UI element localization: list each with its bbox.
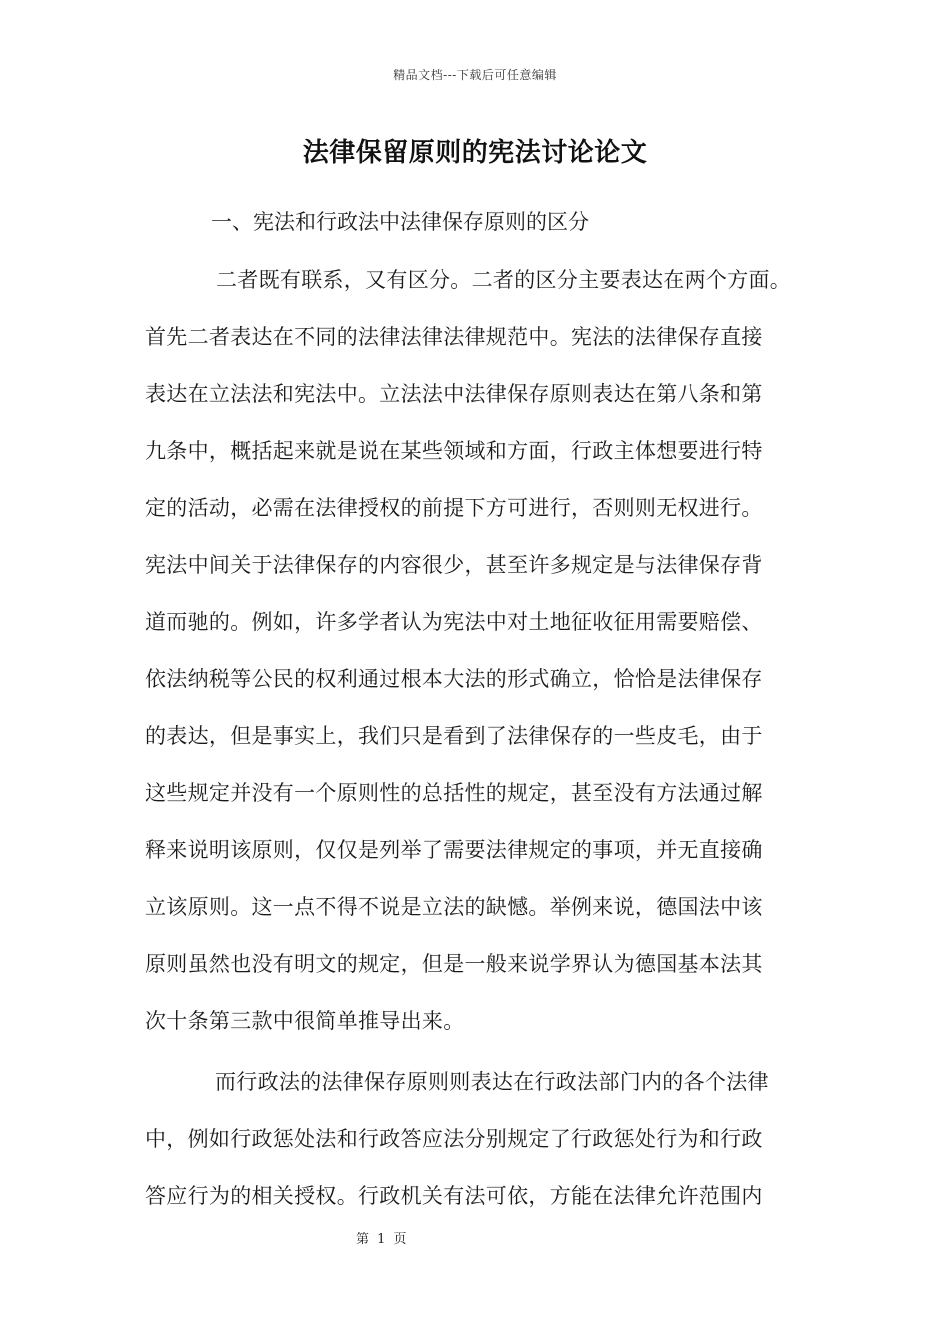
paragraph-line: 中，例如行政惩处法和行政答应法分别规定了行政惩处行为和行政 xyxy=(145,1127,763,1151)
paragraph-line: 道而驰的。例如，许多学者认为宪法中对土地征收征用需要赔偿、 xyxy=(145,610,763,634)
paragraph-line: 二者既有联系，又有区分。二者的区分主要表达在两个方面。 xyxy=(216,268,792,292)
paragraph-line: 这些规定并没有一个原则性的总括性的规定，甚至没有方法通过解 xyxy=(145,781,763,805)
paragraph-line: 表达在立法法和宪法中。立法法中法律保存原则表达在第八条和第 xyxy=(145,382,763,406)
page-number: 第 1 页 xyxy=(356,1232,407,1247)
paragraph-line: 原则虽然也没有明文的规定，但是一般来说学界认为德国基本法其 xyxy=(145,952,763,976)
paragraph-line: 答应行为的相关授权。行政机关有法可依，方能在法律允许范围内 xyxy=(145,1184,763,1208)
page-header: 精品文档---下载后可任意编辑 xyxy=(393,68,557,82)
paragraph-line: 立该原则。这一点不得不说是立法的缺憾。举例来说，德国法中该 xyxy=(145,895,763,919)
paragraph-line: 定的活动，必需在法律授权的前提下方可进行，否则则无权进行。 xyxy=(145,496,763,520)
paragraph-line: 九条中，概括起来就是说在某些领域和方面，行政主体想要进行特 xyxy=(145,439,763,463)
document-title: 法律保留原则的宪法讨论论文 xyxy=(302,138,648,168)
paragraph-line: 首先二者表达在不同的法律法律法律规范中。宪法的法律保存直接 xyxy=(145,325,763,349)
paragraph-line: 次十条第三款中很简单推导出来。 xyxy=(145,1009,465,1033)
section-heading: 一、宪法和行政法中法律保存原则的区分 xyxy=(211,210,589,234)
paragraph-line: 而行政法的法律保存原则则表达在行政法部门内的各个法律 xyxy=(215,1070,769,1094)
paragraph-line: 宪法中间关于法律保存的内容很少，甚至许多规定是与法律保存背 xyxy=(145,553,763,577)
paragraph-line: 释来说明该原则，仅仅是列举了需要法律规定的事项，并无直接确 xyxy=(145,838,763,862)
paragraph-line: 依法纳税等公民的权利通过根本大法的形式确立，恰恰是法律保存 xyxy=(145,667,763,691)
paragraph-line: 的表达，但是事实上，我们只是看到了法律保存的一些皮毛，由于 xyxy=(145,724,763,748)
